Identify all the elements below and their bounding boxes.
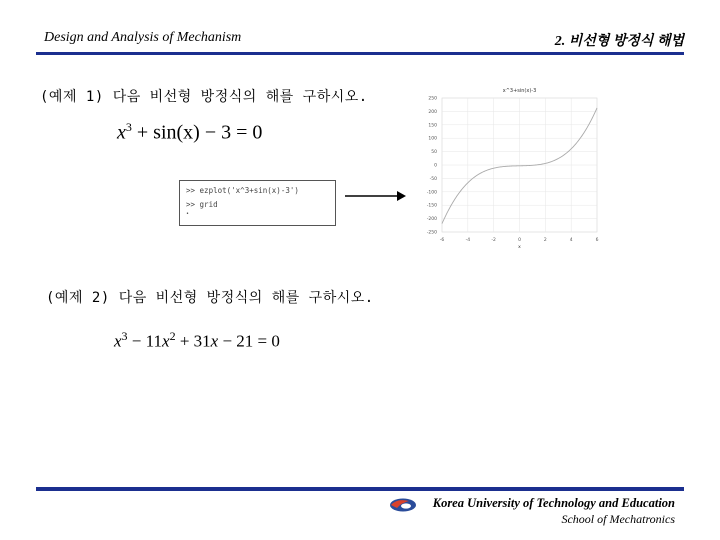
problem-1-label: (예제 1) 다음 비선형 방정식의 해를 구하시오. xyxy=(40,89,368,105)
x-tick-label: -6 xyxy=(439,238,445,243)
x-tick-label: -2 xyxy=(491,238,496,243)
equation-rest: + sin(x) − 3 = 0 xyxy=(131,121,263,144)
footer-university: Korea University of Technology and Education xyxy=(432,496,675,510)
y-tick-label: -200 xyxy=(426,217,437,223)
y-tick-label: 150 xyxy=(428,123,437,129)
code-line-3: • xyxy=(186,211,190,217)
y-tick-label: 0 xyxy=(434,163,437,169)
header-divider xyxy=(36,52,684,55)
code-line-1: >> ezplot('x^3+sin(x)-3') xyxy=(186,186,299,195)
y-tick-label: 100 xyxy=(428,136,437,142)
footer-divider xyxy=(36,487,684,491)
y-tick-label: -100 xyxy=(426,190,437,196)
y-tick-label: 200 xyxy=(428,109,437,115)
problem-1-equation xyxy=(117,120,262,145)
code-line-2: >> grid xyxy=(186,200,218,209)
equation2-tail: − 21 = 0 xyxy=(218,331,280,351)
x-tick-label: 6 xyxy=(595,238,599,243)
y-tick-label: 50 xyxy=(431,150,437,156)
problem-2-label: (예제 2) 다음 비선형 방정식의 해를 구하시오. xyxy=(46,290,374,306)
exponent: 3 xyxy=(125,120,132,134)
y-tick-label: 250 xyxy=(428,96,437,102)
x-tick-label: 0 xyxy=(518,238,521,243)
matlab-code-box xyxy=(179,180,336,226)
x-axis-label: x xyxy=(518,245,521,249)
var-x: x xyxy=(117,121,126,144)
arrow-right-icon xyxy=(345,189,407,203)
course-title: Design and Analysis of Mechanism xyxy=(44,30,242,45)
x-tick-label: -4 xyxy=(465,238,471,243)
y-tick-label: -250 xyxy=(426,230,437,236)
x-tick-label: 2 xyxy=(543,238,547,243)
university-logo-icon xyxy=(389,497,417,513)
x-tick-label: 4 xyxy=(569,238,573,243)
footer-school: School of Mechatronics xyxy=(561,512,675,526)
section-title: 2. 비선형 방정식 해법 xyxy=(554,34,684,49)
ezplot-chart xyxy=(412,84,612,249)
chart-title: x^3+sin(x)-3 xyxy=(502,88,537,94)
y-tick-label: -150 xyxy=(426,203,437,209)
problem-2-equation: $x^3 - 11x^2 + 31x - 21 = 0$ xyxy=(114,329,280,351)
y-tick-label: -50 xyxy=(429,176,437,182)
